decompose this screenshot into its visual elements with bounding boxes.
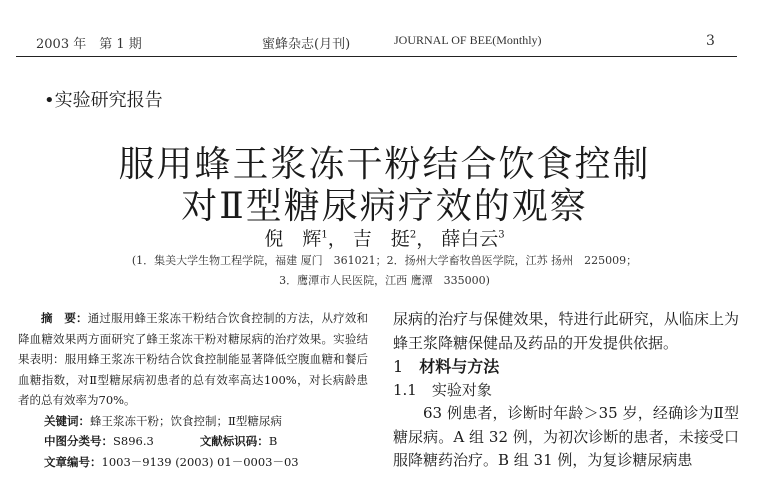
affiliation-line2: 3．鹰潭市人民医院，江西 鹰潭 335000) [279, 274, 490, 287]
article-title-line1: 服用蜂王浆冻干粉结合饮食控制 [118, 144, 651, 185]
author-name: 薛白云 [441, 228, 499, 250]
doc-code-value: B [268, 434, 278, 448]
article-number-row [18, 452, 368, 473]
abstract-text: 通过服用蜂王浆冻干粉结合饮食控制的方法，从疗效和降血糖效果两方面研究了蜂王浆冻干粉对糖尿病的治疗效果。实验结果表明：服用蜂王浆冻干粉结合饮食控制能显著降低空腹血糖和餐后血糖指数，对Ⅱ型糖尿病初患者的总有效率高达100%，对长病龄患者的总有效率为70%。 [18, 311, 369, 407]
subsection-number: 1.1 [393, 380, 417, 399]
journal-name-en: JOURNAL OF BEE(Monthly) [394, 33, 542, 47]
abstract-block [18, 308, 368, 472]
issue-label: 2003 年 第 1 期 [36, 37, 142, 52]
section-number: 1 [393, 357, 404, 376]
intro-paragraph: 尿病的治疗与保健效果，特进行此研究，从临床上为蜂王浆降糖保健品及药品的开发提供依据。 [393, 310, 739, 352]
author-list: 倪 辉$^1$， 吉 挺$^2$， 薛白云$^3$ [264, 228, 505, 250]
abstract-paragraph [18, 308, 368, 411]
classification-row [18, 431, 368, 452]
header-rule [16, 56, 737, 57]
article-no-value: 1003－9139 (2003) 01－0003－03 [101, 454, 299, 469]
clc-value: S896.3 [113, 434, 154, 448]
author-name: 倪 辉 [264, 228, 322, 250]
affiliation-line1: (1．集美大学生物工程学院，福建 厦门 361021；2．扬州大学畜牧兽医学院，江苏 扬州 225009； [131, 254, 638, 267]
author-affil-mark: 2 [409, 229, 417, 241]
author-affil-mark: 3 [498, 229, 505, 241]
section-title: 材料与方法 [419, 357, 500, 376]
keywords-row [18, 411, 368, 432]
page-number: 3 [706, 33, 715, 49]
body-column [393, 308, 739, 473]
section-tag: •实验研究报告 [44, 90, 163, 111]
article-no-label: 文章编号： [44, 454, 102, 469]
body-paragraph: 63 例患者，诊断时年龄＞35 岁，经确诊为Ⅱ型糖尿病。A 组 32 例，为初次诊断的患者，未接受口服降糖药治疗。B 组 31 例，为复诊糖尿病患 [393, 404, 739, 469]
journal-name-cn: 蜜蜂杂志(月刊) [262, 37, 351, 52]
article-title-line2: 对Ⅱ型糖尿病疗效的观察 [181, 186, 588, 227]
clc-label: 中图分类号： [44, 434, 113, 448]
section-heading [393, 355, 739, 379]
subsection-title: 实验对象 [431, 380, 492, 399]
subsection-heading [393, 379, 739, 403]
doc-code-label: 文献标识码： [199, 434, 269, 448]
keywords-text: 蜂王浆冻干粉；饮食控制；Ⅱ型糖尿病 [90, 413, 282, 428]
abstract-label: 摘 要： [41, 311, 88, 325]
author-affil-mark: 1 [321, 229, 328, 241]
keywords-label: 关键词： [44, 413, 90, 428]
author-name: 吉 挺 [352, 228, 410, 250]
